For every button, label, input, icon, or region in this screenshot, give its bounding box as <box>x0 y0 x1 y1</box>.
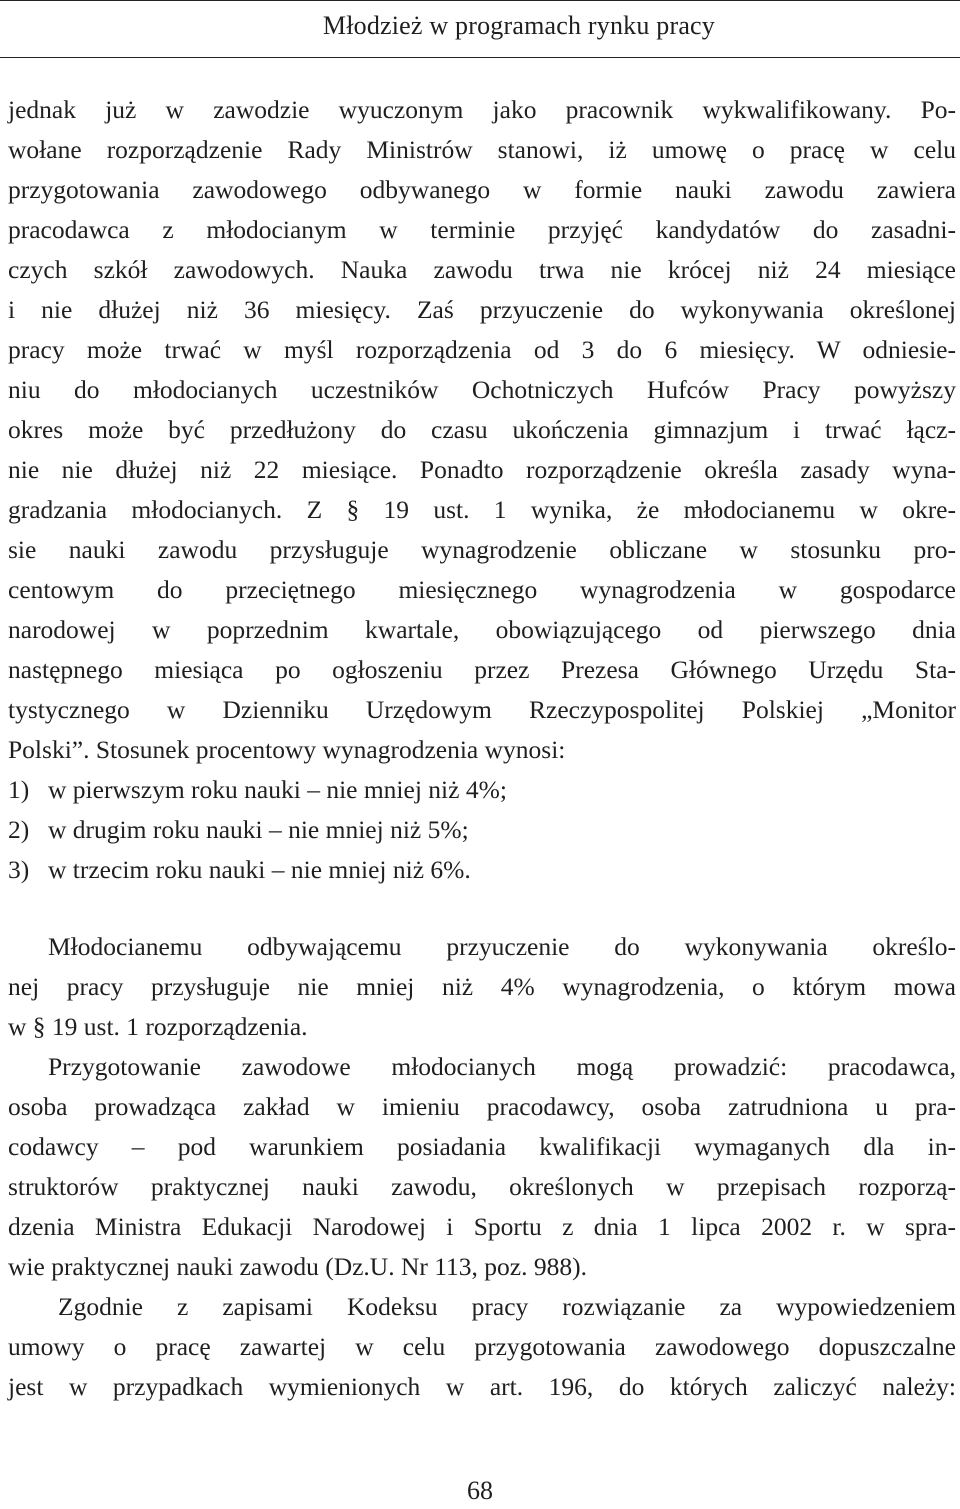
text-line: niu do młodocianych uczestników Ochotniczych Hufców Pracy powyższy <box>8 375 956 404</box>
text-line: codawcy – pod warunkiem posiadania kwalifikacji wymaganych dla in- <box>8 1132 956 1161</box>
text-line: i nie dłużej niż 36 miesięcy. Zaś przyuczenie do wykonywania określonej <box>8 295 956 324</box>
text-line: okres może być przedłużony do czasu ukończenia gimnazjum i trwać łącz- <box>8 415 956 444</box>
list-item-number: 3) <box>8 855 30 884</box>
text-line: narodowej w poprzednim kwartale, obowiązującego od pierwszego dnia <box>8 615 956 644</box>
text-line: sie nauki zawodu przysługuje wynagrodzenie obliczane w stosunku pro- <box>8 535 956 564</box>
list-item-number: 2) <box>8 815 30 844</box>
text-line: struktorów praktycznej nauki zawodu, określonych w przepisach rozporzą- <box>8 1172 956 1201</box>
running-header <box>0 0 960 58</box>
text-line: tystycznego w Dzienniku Urzędowym Rzeczypospolitej Polskiej „Monitor <box>8 695 956 724</box>
list-item-number: 1) <box>8 775 30 804</box>
list-item <box>8 810 469 850</box>
text-line: w § 19 ust. 1 rozporządzenia. <box>8 1012 308 1041</box>
text-line: wie praktycznej nauki zawodu (Dz.U. Nr 113, poz. 988). <box>8 1252 587 1281</box>
text-line: Przygotowanie zawodowe młodocianych mogą prowadzić: pracodawca, <box>48 1052 956 1081</box>
text-line: czych szkół zawodowych. Nauka zawodu trwa nie krócej niż 24 miesiące <box>8 255 956 284</box>
text-line: następnego miesiąca po ogłoszeniu przez Prezesa Głównego Urzędu Sta- <box>8 655 956 684</box>
text-line: przygotowania zawodowego odbywanego w formie nauki zawodu zawiera <box>8 175 956 204</box>
text-line: pracy może trwać w myśl rozporządzenia od 3 do 6 miesięcy. W odniesie- <box>8 335 956 364</box>
text-line: umowy o pracę zawartej w celu przygotowania zawodowego dopuszczalne <box>8 1332 956 1361</box>
running-header-title: Młodzież w programach rynku pracy <box>322 11 715 40</box>
list-item-text: w drugim roku nauki – nie mniej niż 5%; <box>48 815 469 844</box>
text-line: nej pracy przysługuje nie mniej niż 4% wynagrodzenia, o którym mowa <box>8 972 956 1001</box>
text-line: jednak już w zawodzie wyuczonym jako pracownik wykwalifikowany. Po- <box>8 95 956 124</box>
text-line: dzenia Ministra Edukacji Narodowej i Sportu z dnia 1 lipca 2002 r. w spra- <box>8 1212 956 1241</box>
list-item <box>8 850 471 890</box>
text-line: jest w przypadkach wymienionych w art. 196, do których zaliczyć należy: <box>8 1372 956 1401</box>
text-line: Zgodnie z zapisami Kodeksu pracy rozwiązanie za wypowiedzeniem <box>58 1292 956 1321</box>
text-line: wołane rozporządzenie Rady Ministrów stanowi, iż umowę o pracę w celu <box>8 135 956 164</box>
text-line: nie nie dłużej niż 22 miesiące. Ponadto rozporządzenie określa zasady wyna- <box>8 455 956 484</box>
text-line: Polski”. Stosunek procentowy wynagrodzenia wynosi: <box>8 735 566 764</box>
text-line: centowym do przeciętnego miesięcznego wynagrodzenia w gospodarce <box>8 575 956 604</box>
text-line: osoba prowadząca zakład w imieniu pracodawcy, osoba zatrudniona u pra- <box>8 1092 956 1121</box>
text-line: gradzania młodocianych. Z § 19 ust. 1 wynika, że młodocianemu w okre- <box>8 495 956 524</box>
page-number: 68 <box>467 1476 493 1505</box>
text-line: Młodocianemu odbywającemu przyuczenie do wykonywania określo- <box>48 932 956 961</box>
list-item-text: w trzecim roku nauki – nie mniej niż 6%. <box>48 855 471 884</box>
list-item-text: w pierwszym roku nauki – nie mniej niż 4%; <box>48 775 507 804</box>
text-line: pracodawca z młodocianym w terminie przyjęć kandydatów do zasadni- <box>8 215 956 244</box>
list-item <box>8 770 507 810</box>
